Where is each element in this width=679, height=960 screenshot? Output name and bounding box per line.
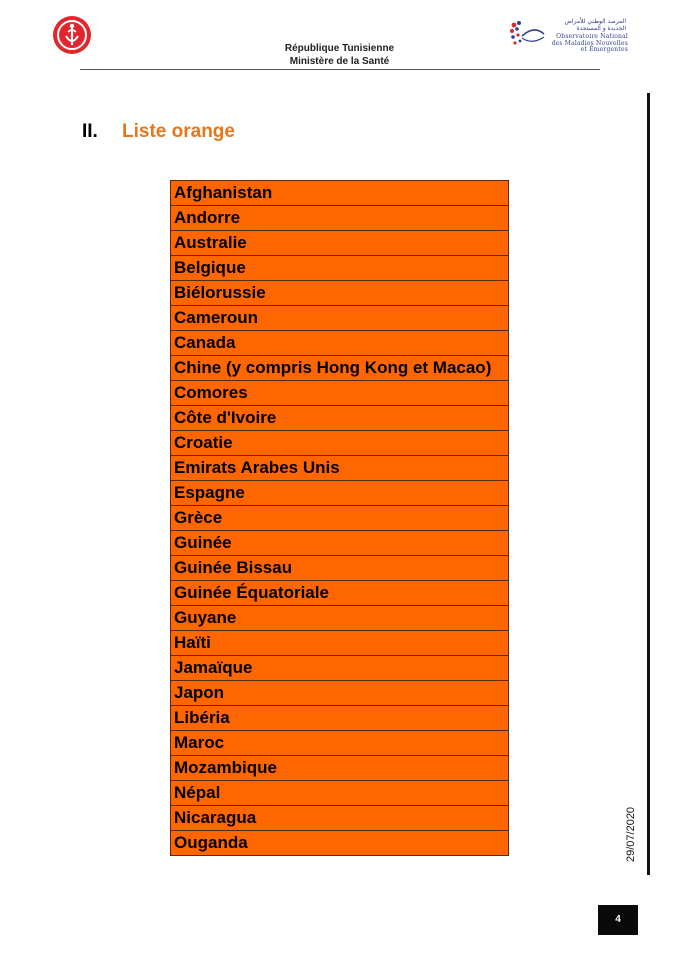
table-row: [171, 381, 509, 406]
logo-arabic-text: المرصد الوطني للأمراض الجديدة و المستجدة: [564, 18, 626, 32]
country-table: [170, 180, 509, 856]
country-cell: Haïti: [171, 631, 509, 656]
logo-french-text: Observatoire National des Maladies Nouvelles et Émergentes: [551, 33, 628, 53]
header-ministry: Ministère de la Santé: [289, 56, 390, 67]
page-number: 4: [598, 905, 638, 935]
country-cell: Guyane: [171, 606, 509, 631]
table-row: [171, 631, 509, 656]
table-row: [171, 356, 509, 381]
table-row: [171, 606, 509, 631]
table-row: [171, 281, 509, 306]
country-cell: Libéria: [171, 706, 509, 731]
header-divider: [80, 69, 600, 70]
side-rule: [647, 93, 650, 875]
country-cell: Comores: [171, 381, 509, 406]
country-cell: Cameroun: [171, 306, 509, 331]
country-cell: Belgique: [171, 256, 509, 281]
table-row: [171, 781, 509, 806]
country-cell: Népal: [171, 781, 509, 806]
table-row: [171, 481, 509, 506]
table-row: [171, 831, 509, 856]
table-row: [171, 231, 509, 256]
country-cell: Japon: [171, 681, 509, 706]
table-row: [171, 756, 509, 781]
country-cell: Croatie: [171, 431, 509, 456]
table-row: [171, 331, 509, 356]
country-cell: Emirats Arabes Unis: [171, 456, 509, 481]
country-cell: Chine (y compris Hong Kong et Macao): [171, 356, 509, 381]
table-row: [171, 731, 509, 756]
country-cell: Mozambique: [171, 756, 509, 781]
country-cell: Jamaïque: [171, 656, 509, 681]
country-cell: Biélorussie: [171, 281, 509, 306]
table-row: [171, 806, 509, 831]
table-row: [171, 181, 509, 206]
country-cell: Nicaragua: [171, 806, 509, 831]
country-cell: Grèce: [171, 506, 509, 531]
country-cell: Espagne: [171, 481, 509, 506]
country-cell: Afghanistan: [171, 181, 509, 206]
table-row: [171, 306, 509, 331]
country-cell: Guinée: [171, 531, 509, 556]
table-row: [171, 581, 509, 606]
section-number: II.: [82, 121, 98, 142]
country-cell: Canada: [171, 331, 509, 356]
header-country: République Tunisienne: [284, 43, 395, 54]
table-row: [171, 206, 509, 231]
page-header: [0, 42, 679, 68]
table-row: [171, 456, 509, 481]
table-row: [171, 706, 509, 731]
section-label: Liste orange: [122, 121, 235, 142]
table-row: [171, 681, 509, 706]
table-row: [171, 406, 509, 431]
table-row: [171, 531, 509, 556]
country-cell: Guinée Bissau: [171, 556, 509, 581]
table-row: [171, 431, 509, 456]
country-cell: Côte d'Ivoire: [171, 406, 509, 431]
section-title: [82, 120, 235, 144]
table-row: [171, 506, 509, 531]
table-row: [171, 256, 509, 281]
country-cell: Andorre: [171, 206, 509, 231]
country-cell: Maroc: [171, 731, 509, 756]
country-cell: Guinée Équatoriale: [171, 581, 509, 606]
country-cell: Ouganda: [171, 831, 509, 856]
country-cell: Australie: [171, 231, 509, 256]
table-row: [171, 556, 509, 581]
document-date: 29/07/2020: [625, 806, 637, 862]
table-row: [171, 656, 509, 681]
